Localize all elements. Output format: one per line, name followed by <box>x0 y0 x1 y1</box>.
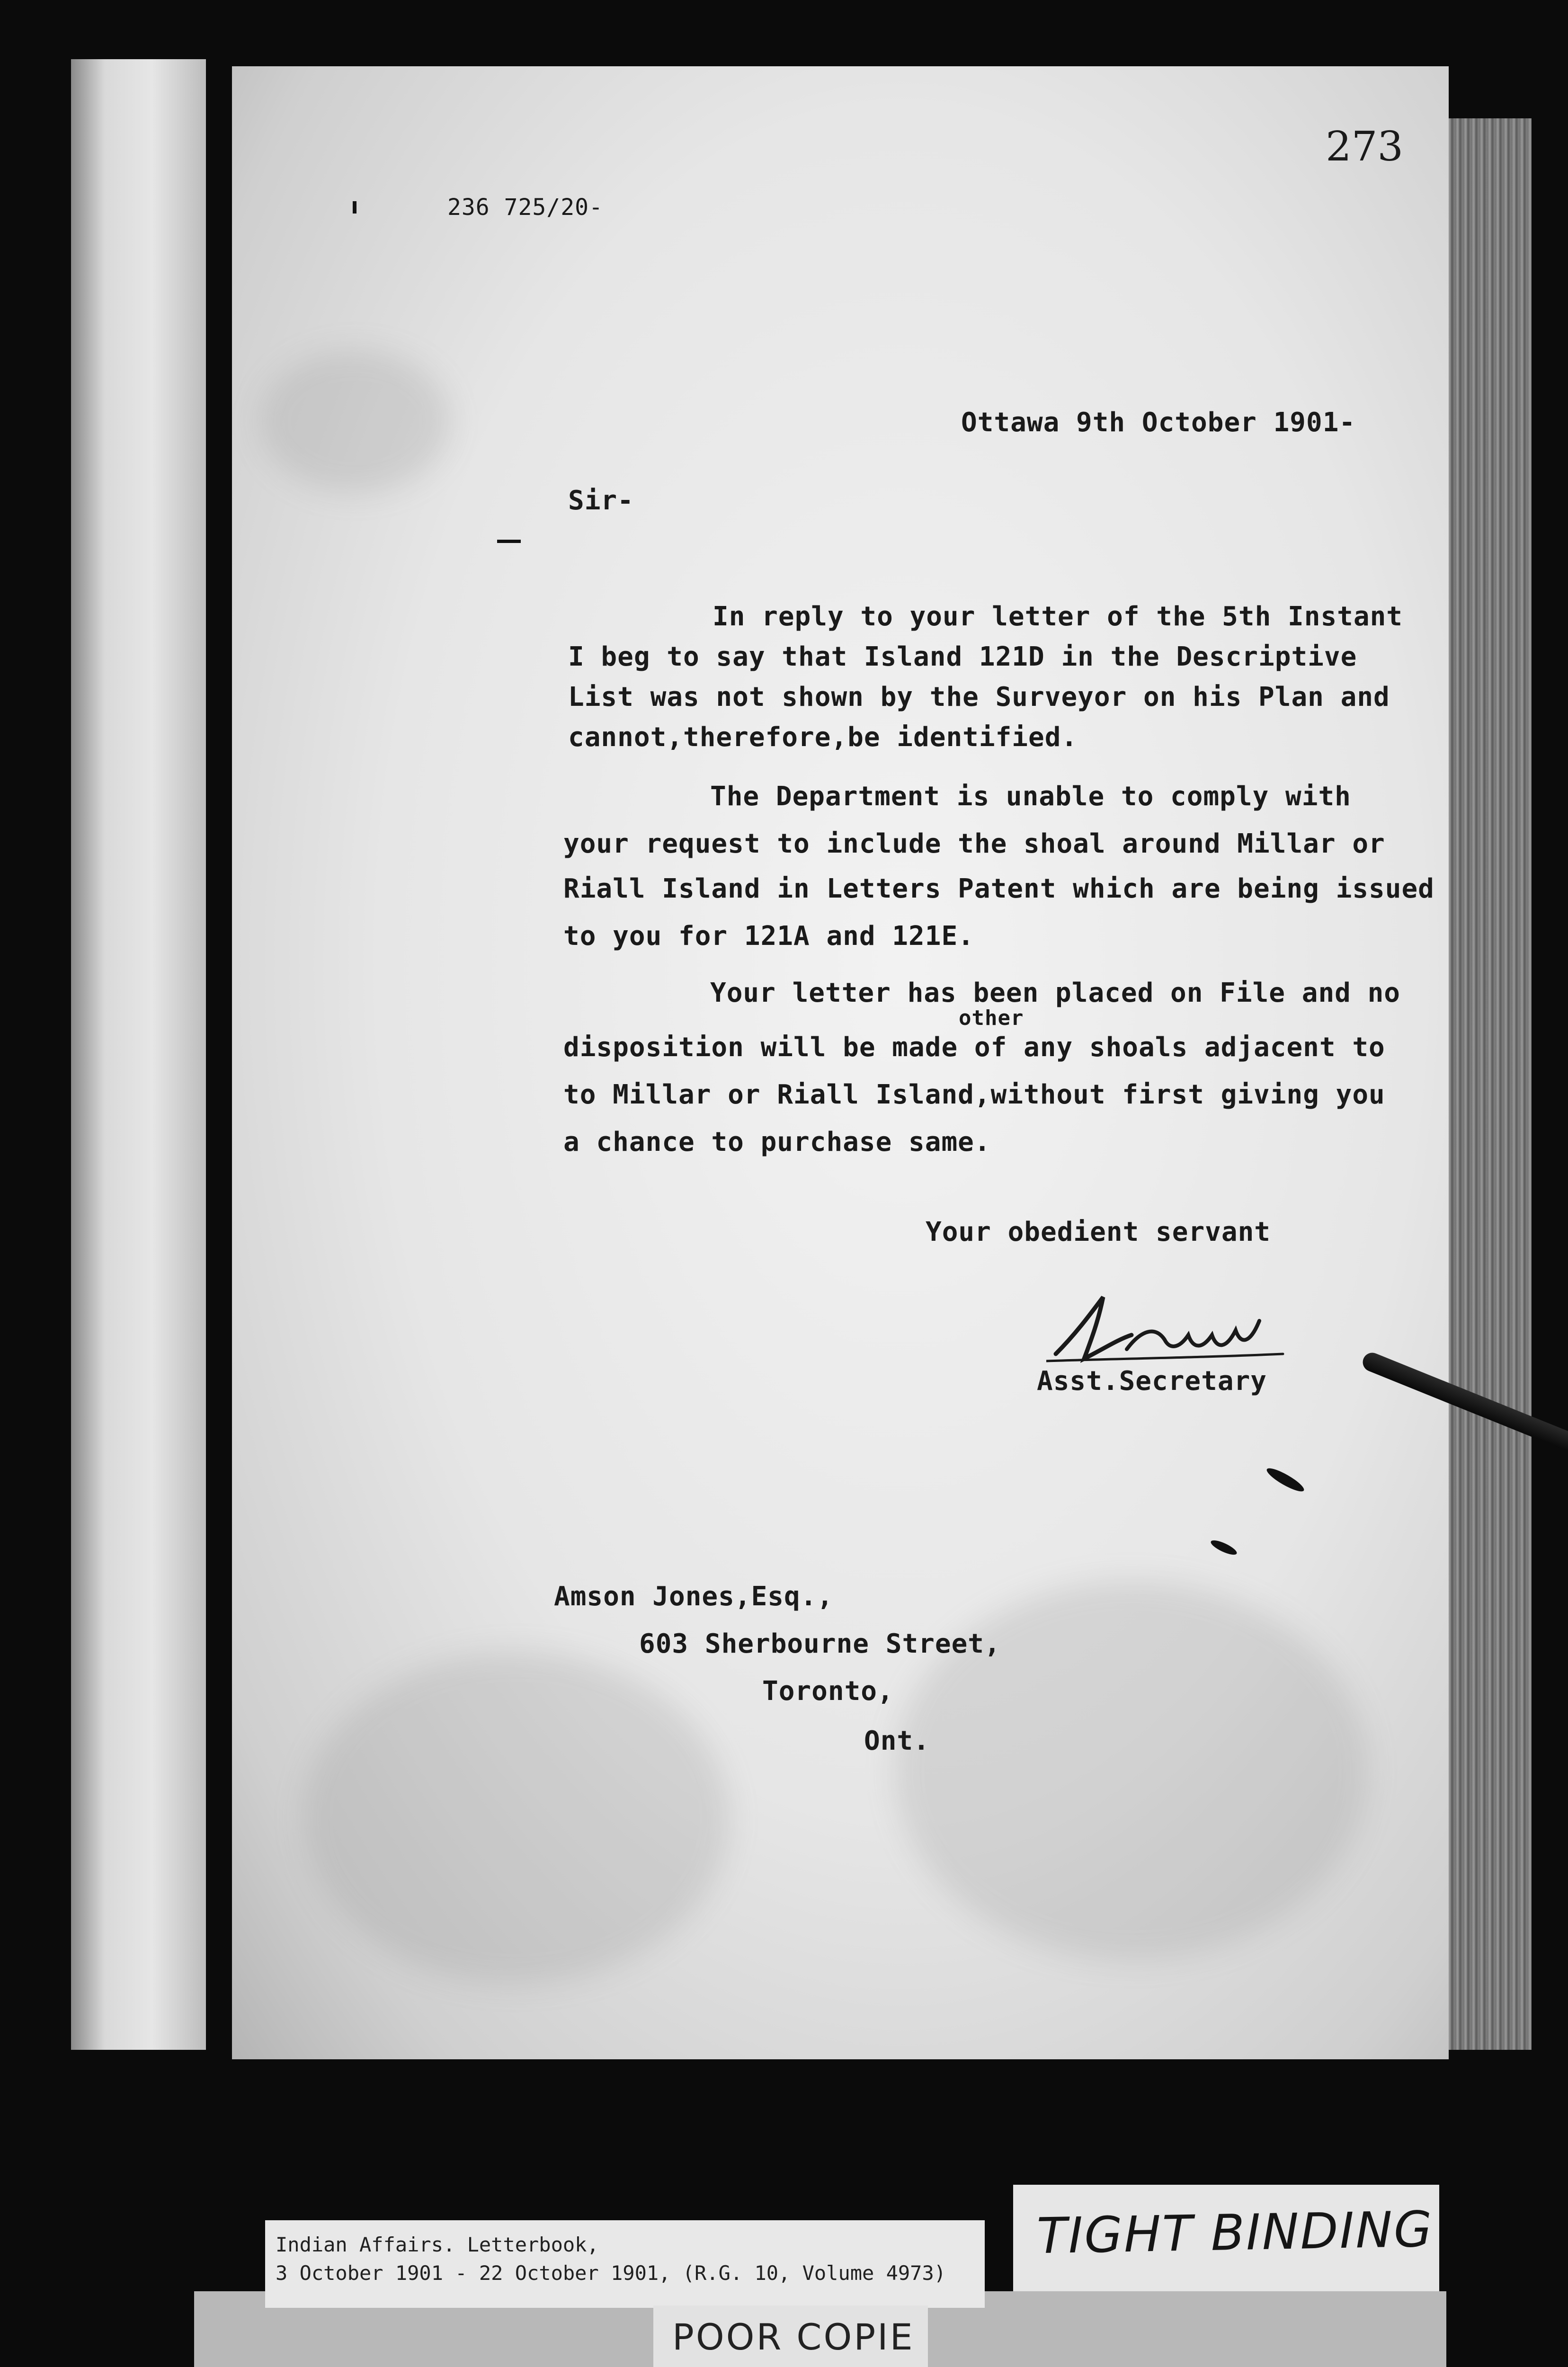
body-line: to Millar or Riall Island,without first giving you <box>563 1079 1385 1110</box>
body-line: to you for 121A and 121E. <box>563 921 974 952</box>
body-line: In reply to your letter of the 5th Instant <box>713 601 1403 632</box>
index-label-line: 3 October 1901 - 22 October 1901, (R.G. 10, Volume 4973) <box>276 2261 946 2285</box>
margin-arrow-mark <box>497 540 521 543</box>
body-line: The Department is unable to comply with <box>710 781 1351 812</box>
date-line: Ottawa 9th October 1901- <box>961 407 1356 438</box>
address-line: Ont. <box>864 1726 930 1756</box>
handwritten-signature <box>1046 1278 1292 1375</box>
page-number: 273 <box>1326 123 1404 170</box>
body-line: your request to include the shoal around Millar or <box>563 828 1385 859</box>
body-line: Your letter has been placed on File and no <box>710 978 1401 1008</box>
closing: Your obedient servant <box>926 1217 1271 1247</box>
body-line: List was not shown by the Surveyor on his Plan and <box>568 682 1390 712</box>
file-reference: 236 725/20- <box>447 194 603 221</box>
page-smudge <box>260 350 450 492</box>
index-label-line: Indian Affairs. Letterbook, <box>276 2233 599 2256</box>
ink-blot <box>1265 1465 1307 1495</box>
salutation: Sir- <box>568 485 634 516</box>
body-line: Riall Island in Letters Patent which are being issued <box>563 873 1434 904</box>
binding-note-label <box>1013 2185 1439 2291</box>
adjacent-page-edge <box>71 59 206 2050</box>
body-line: a chance to purchase same. <box>563 1127 991 1157</box>
body-line: disposition will be made of any shoals adjacent to <box>563 1032 1385 1063</box>
binding-note-text: TIGHT BINDING <box>1036 2200 1434 2265</box>
page-smudge <box>303 1652 729 1984</box>
body-line: I beg to say that Island 121D in the Descriptive <box>568 641 1357 672</box>
address-line: Toronto, <box>762 1676 894 1707</box>
quality-note-text: POOR COPIE <box>672 2316 915 2358</box>
body-line: cannot,therefore,be identified. <box>568 722 1078 753</box>
signer-title: Asst.Secretary <box>1037 1366 1267 1397</box>
index-label <box>265 2220 985 2308</box>
margin-mark <box>353 201 356 214</box>
ink-blot <box>1209 1538 1238 1557</box>
address-line: Amson Jones,Esq., <box>554 1581 834 1612</box>
address-line: 603 Sherbourne Street, <box>639 1628 1001 1659</box>
quality-note-label <box>653 2305 928 2367</box>
letter-page <box>232 66 1449 2059</box>
interlinear-insert: other <box>959 1006 1024 1030</box>
